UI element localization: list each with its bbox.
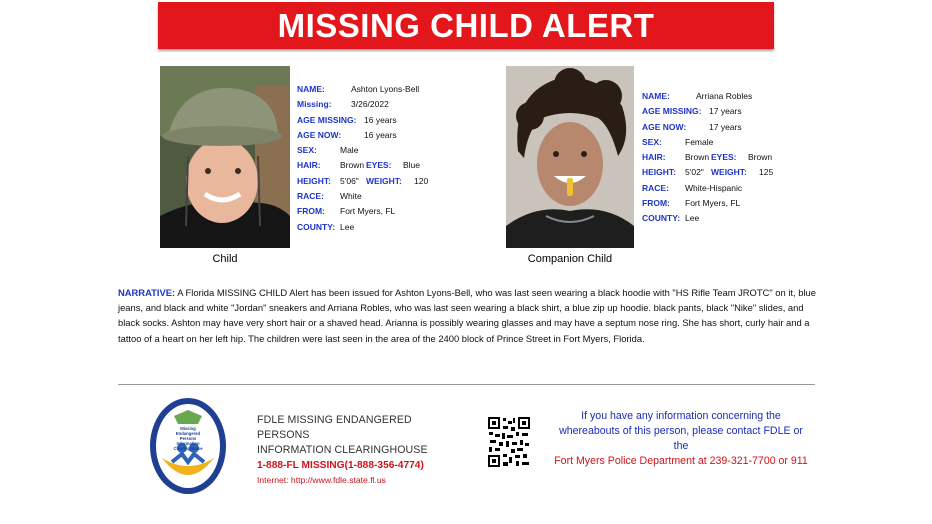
child-age-missing-label: AGE MISSING: xyxy=(297,114,357,125)
companion-sex-label: SEX: xyxy=(642,136,662,147)
child-age-now: 16 years xyxy=(364,129,397,140)
child-from: Fort Myers, FL xyxy=(340,206,396,217)
child-missing-date: 3/26/2022 xyxy=(351,99,389,110)
child-height-label: HEIGHT: xyxy=(297,175,331,186)
child-missing-label: Missing: xyxy=(297,99,332,110)
hotline-phone[interactable]: 1-888-FL MISSING(1-888-356-4774) xyxy=(257,460,424,471)
child-age-now-label: AGE NOW: xyxy=(297,129,342,140)
companion-weight: 125 xyxy=(759,167,774,178)
companion-caption: Companion Child xyxy=(527,253,613,265)
companion-race-label: RACE: xyxy=(642,182,669,193)
child-from-label: FROM: xyxy=(297,206,325,217)
child-county-label: COUNTY: xyxy=(297,221,336,232)
org-name-line1: FDLE MISSING ENDANGERED PERSONS xyxy=(257,414,412,441)
child-height: 5'06" xyxy=(340,175,359,186)
companion-from-label: FROM: xyxy=(642,198,670,209)
fdle-info xyxy=(257,413,462,488)
logo-text: Missing Endangered Persons Information Clearinghouse xyxy=(173,426,203,451)
companion-height: 5'02" xyxy=(685,167,704,178)
child-hair: Brown xyxy=(340,160,365,171)
companion-county: Lee xyxy=(685,213,700,224)
companion-county-label: COUNTY: xyxy=(642,213,681,224)
narrative-label: NARRATIVE: xyxy=(118,287,176,298)
companion-hair-label: HAIR: xyxy=(642,152,666,163)
child-info xyxy=(297,82,428,235)
companion-sex: Female xyxy=(685,136,714,147)
qr-code[interactable] xyxy=(487,416,531,473)
clearinghouse-logo xyxy=(148,396,228,501)
companion-weight-label: WEIGHT: xyxy=(711,167,747,178)
companion-age-missing-label: AGE MISSING: xyxy=(642,106,702,117)
companion-eyes: Brown xyxy=(748,152,773,163)
companion-info xyxy=(642,89,773,227)
child-county: Lee xyxy=(340,221,355,232)
companion-age-now-label: AGE NOW: xyxy=(642,121,687,132)
child-name: Ashton Lyons-Bell xyxy=(351,84,420,94)
child-sex: Male xyxy=(340,145,359,156)
child-eyes: Blue xyxy=(403,160,421,171)
contact-line3: the xyxy=(673,440,689,452)
org-name-line2: INFORMATION CLEARINGHOUSE xyxy=(257,444,428,456)
companion-hair: Brown xyxy=(685,152,710,163)
narrative xyxy=(118,285,818,346)
website-link[interactable]: Internet: http://www.fdle.state.fl.us xyxy=(257,475,386,485)
child-race-label: RACE: xyxy=(297,191,324,202)
child-eyes-label: EYES: xyxy=(366,160,392,171)
child-weight: 120 xyxy=(414,175,429,186)
child-sex-label: SEX: xyxy=(297,145,317,156)
companion-from: Fort Myers, FL xyxy=(685,198,741,209)
child-weight-label: WEIGHT: xyxy=(366,175,402,186)
child-hair-label: HAIR: xyxy=(297,160,321,171)
narrative-text: A Florida MISSING CHILD Alert has been issued for Ashton Lyons-Bell, who was last seen wearing a black hoodie with "HS Rifle Team JROTC" on it, blue jeans, and black and white "Jordan" sneakers and Arriana Robles, who was last seen wearing a black shirt, a blue zip up hoodie. black pants, black "Nike" slides, and black socks. Ashton may have very short hair or a shaved head. Arianna is possibly wearing glasses and may have a septum nose ring. She has short, curly hair and a tattoo of a heart on her left hip. The children were last seen in the area of the 2400 block of Prince Street in Fort Myers, Florida. xyxy=(118,287,816,344)
divider xyxy=(118,384,815,385)
police-contact[interactable]: Fort Myers Police Department at 239-321-7700 or 911 xyxy=(554,455,808,467)
companion-age-missing: 17 years xyxy=(709,106,742,117)
companion-name-label: NAME: xyxy=(642,91,670,101)
contact-info xyxy=(540,409,822,469)
alert-banner xyxy=(158,2,774,49)
companion-eyes-label: EYES: xyxy=(711,152,737,163)
companion-photo xyxy=(506,66,634,248)
alert-title: MISSING CHILD ALERT xyxy=(277,6,655,44)
companion-height-label: HEIGHT: xyxy=(642,167,676,178)
child-photo xyxy=(160,66,290,248)
child-name-label: NAME: xyxy=(297,84,325,94)
contact-line1: If you have any information concerning the xyxy=(581,410,781,422)
child-race: White xyxy=(340,191,362,202)
companion-age-now: 17 years xyxy=(709,121,742,132)
contact-line2: whereabouts of this person, please contact FDLE or xyxy=(559,425,803,437)
child-caption: Child xyxy=(212,253,238,265)
companion-race: White-Hispanic xyxy=(685,182,743,193)
companion-name: Arriana Robles xyxy=(696,91,753,101)
child-age-missing: 16 years xyxy=(364,114,397,125)
